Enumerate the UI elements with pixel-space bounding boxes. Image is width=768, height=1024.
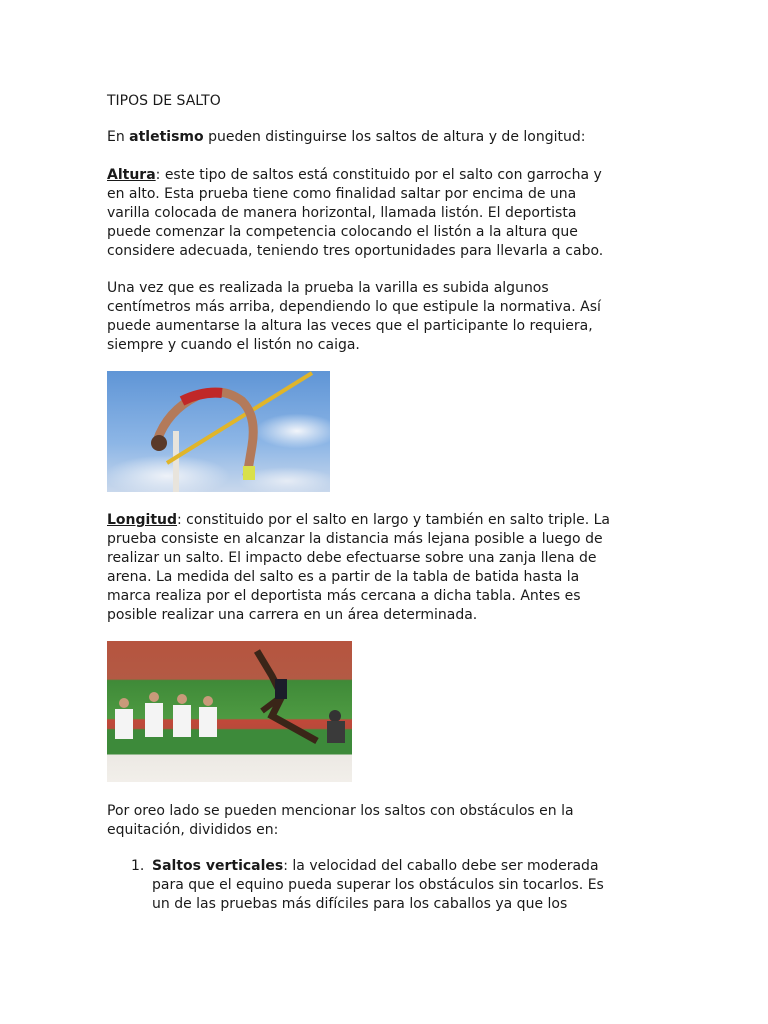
high-jump-photo [107, 371, 330, 492]
equitacion-paragraph: Por oreo lado se pueden mencionar los saltos con obstáculos en la equitación, divididos en: [107, 803, 574, 838]
altura-paragraph: Altura: este tipo de saltos está constituido por el salto con garrocha y en alto. Esta prueba tiene como finalidad saltar por encima de una varilla colocada de manera horizontal, llamada listón. El deportista puede comenzar la competencia colocando el listón a la altura que considere adecuada, teniendo tres oportunidades para llevarla a cabo. [107, 167, 604, 259]
long-jump-illustration [107, 641, 352, 782]
altura-second-paragraph: Una vez que es realizada la prueba la varilla es subida algunos centímetros más arriba, dependiendo lo que estipule la normativa. Así puede aumentarse la altura las veces que el participante lo requiera, siempre y cuando el listón no caiga. [107, 280, 601, 353]
list-item: 1. Saltos verticales: la velocidad del caballo debe ser moderada para que el equino pueda superar los obstáculos sin tocarlos. Es un de las pruebas más difíciles para los caballos ya que los [131, 858, 604, 912]
high-jump-illustration [107, 371, 330, 492]
document-title: TIPOS DE SALTO [107, 93, 221, 109]
longitud-term: Longitud [107, 512, 178, 528]
altura-term: Altura [107, 167, 156, 183]
long-jump-photo [107, 641, 352, 782]
list-number: 1. [131, 858, 145, 874]
saltos-verticales-term: Saltos verticales [152, 858, 284, 874]
longitud-paragraph: Longitud: constituido por el salto en largo y también en salto triple. La prueba consiste en alcanzar la distancia más lejana posible a luego de realizar un salto. El impacto debe efectuarse sobre una zanja llena de arena. La medida del salto es a partir de la tabla de batida hasta la marca realiza por el deportista más cercana a dicha tabla. Antes es posible realizar una carrera en un área determinada. [107, 512, 611, 623]
intro-paragraph: En atletismo pueden distinguirse los saltos de altura y de longitud: [107, 129, 586, 145]
atletismo-term: atletismo [129, 129, 204, 145]
